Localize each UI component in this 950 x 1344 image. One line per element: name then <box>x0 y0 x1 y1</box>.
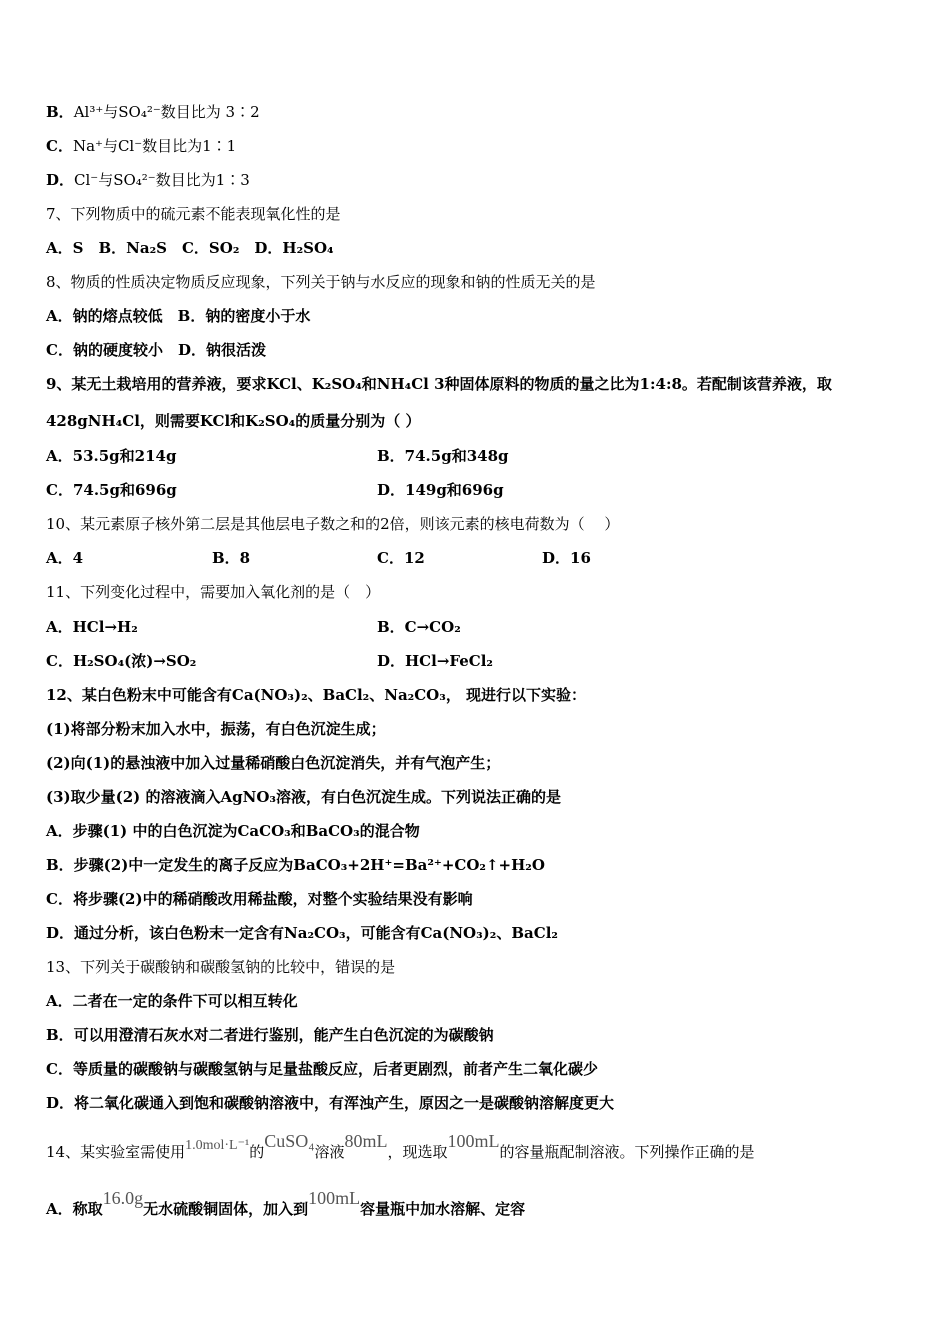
q7-stem: 7、下列物质中的硫元素不能表现氧化性的是 <box>46 205 341 223</box>
q10-option-c: C．12 <box>377 549 425 567</box>
q13-stem: 13、下列关于碳酸钠和碳酸氢钠的比较中，错误的是 <box>46 958 396 976</box>
q14-text-1: 14、某实验室需使用 <box>46 1143 186 1161</box>
q7-options: A．S B．Na₂S C．SO₂ D．H₂SO₄ <box>46 239 334 257</box>
q11-option-c: C．H₂SO₄(浓)→SO₂ <box>46 652 197 670</box>
q11-stem: 11、下列变化过程中，需要加入氧化剂的是（ ） <box>46 583 381 601</box>
q9-stem-line1: 9、某无土栽培用的营养液，要求KCl、K₂SO₄和NH₄Cl 3种固体原料的物质的量之比为1:4:8。若配制该营养液，取 <box>46 375 832 393</box>
q8-stem: 8、物质的性质决定物质反应现象，下列关于钠与水反应的现象和钠的性质无关的是 <box>46 273 596 291</box>
q13-option-a: A．二者在一定的条件下可以相互转化 <box>46 992 298 1010</box>
q14-salt: CuSO₄ <box>264 1131 315 1151</box>
q12-option-b: B．步骤(2)中一定发生的离子反应为BaCO₃+2H⁺=Ba²⁺+CO₂↑+H₂O <box>46 856 545 874</box>
q8-options-row1: A．钠的熔点较低 B．钠的密度小于水 <box>46 307 311 325</box>
q13-option-b: B．可以用澄清石灰水对二者进行鉴别，能产生白色沉淀的为碳酸钠 <box>46 1026 494 1044</box>
q12-stem: 12、某白色粉末中可能含有Ca(NO₃)₂、BaCl₂、Na₂CO₃， 现进行以下实验： <box>46 686 587 704</box>
q14-text-4: ，现选取 <box>387 1143 448 1161</box>
q14-option-a-end: 容量瓶中加水溶解、定容 <box>360 1200 526 1218</box>
q10-option-a: A．4 <box>46 549 84 567</box>
q11-option-a: A．HCl→H₂ <box>46 618 138 636</box>
q6-option-c: C．Na⁺与Cl⁻数目比为1∶1 <box>46 137 237 155</box>
q9-option-b: B．74.5g和348g <box>377 447 509 465</box>
q12-step-3: (3)取少量(2) 的溶液滴入AgNO₃溶液，有白色沉淀生成。下列说法正确的是 <box>46 788 561 806</box>
q8-options-row2: C．钠的硬度较小 D．钠很活泼 <box>46 341 266 359</box>
q13-option-d: D．将二氧化碳通入到饱和碳酸钠溶液中，有浑浊产生，原因之一是碳酸钠溶解度更大 <box>46 1094 615 1112</box>
q14-option-a-mass: 16.0g <box>102 1188 144 1208</box>
q14-text-5: 的容量瓶配制溶液。下列操作正确的是 <box>499 1143 755 1161</box>
q14-option-a <box>46 1188 526 1219</box>
q14-option-a-label: A．称取 <box>46 1200 103 1218</box>
q12-option-d: D．通过分析，该白色粉末一定含有Na₂CO₃，可能含有Ca(NO₃)₂、BaCl₂ <box>46 924 558 942</box>
q10-stem: 10、某元素原子核外第二层是其他层电子数之和的2倍，则该元素的核电荷数为（ ） <box>46 515 620 533</box>
q12-option-c: C．将步骤(2)中的稀硝酸改用稀盐酸，对整个实验结果没有影响 <box>46 890 473 908</box>
q9-stem-line2: 428gNH₄Cl，则需要KCl和K₂SO₄的质量分别为（ ） <box>46 412 421 430</box>
q9-option-d: D．149g和696g <box>377 481 504 499</box>
q12-option-a: A．步骤(1) 中的白色沉淀为CaCO₃和BaCO₃的混合物 <box>46 822 420 840</box>
q14-text-3: 溶液 <box>314 1143 345 1161</box>
q13-option-c: C．等质量的碳酸钠与碳酸氢钠与足量盐酸反应，后者更剧烈，前者产生二氧化碳少 <box>46 1060 598 1078</box>
q10-option-d: D．16 <box>542 549 591 567</box>
q14-concentration: 1.0mol·L⁻¹ <box>185 1138 250 1153</box>
q10-option-b: B．8 <box>212 549 251 567</box>
q12-step-1: (1)将部分粉末加入水中，振荡，有白色沉淀生成； <box>46 720 386 738</box>
q12-step-2: (2)向(1)的悬浊液中加入过量稀硝酸白色沉淀消失，并有气泡产生； <box>46 754 501 772</box>
q14-stem <box>46 1131 755 1164</box>
q6-option-d: D．Cl⁻与SO₄²⁻数目比为1∶3 <box>46 171 250 189</box>
q14-option-a-text: 无水硫酸铜固体，加入到 <box>143 1200 309 1218</box>
q11-option-d: D．HCl→FeCl₂ <box>377 652 493 670</box>
q9-option-c: C．74.5g和696g <box>46 481 177 499</box>
q14-text-2: 的 <box>249 1143 265 1161</box>
q14-volume: 80mL <box>344 1131 388 1151</box>
q6-option-b: B．Al³⁺与SO₄²⁻数目比为 3∶2 <box>46 103 260 121</box>
q11-option-b: B．C→CO₂ <box>377 618 461 636</box>
q14-flask-volume: 100mL <box>447 1131 500 1151</box>
q14-option-a-volume: 100mL <box>308 1188 361 1208</box>
q9-option-a: A．53.5g和214g <box>46 447 177 465</box>
